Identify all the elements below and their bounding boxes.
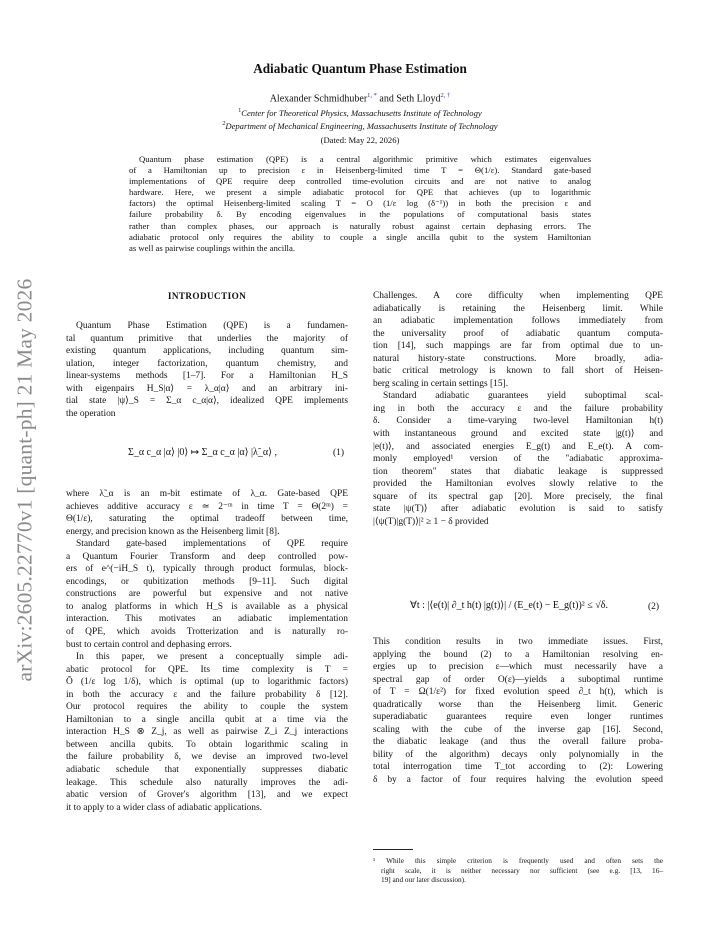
text-line: with instantaneous ground and excited state |g(t)⟩ and	[373, 429, 663, 440]
text-line: square of its spectral gap [20]. More precisely, the final	[373, 491, 663, 502]
text-line: tial state |ψ⟩_S = Σ_α c_α|α⟩, idealized QPE implements	[66, 396, 348, 407]
text-line: ing in both the accuracy ε and the failure probability	[373, 403, 663, 414]
text-line: In this paper, we present a conceptually simple adi-	[76, 652, 348, 663]
text-line: ulation, integer factorization, quantum chemistry, and	[66, 358, 348, 369]
text-line: tion theorem" states that diabatic leakage is suppressed	[373, 466, 663, 477]
text-line: |⟨ψ(T)|g(T)⟩|² ≥ 1 − δ provided	[373, 516, 489, 527]
text-line: Hamiltonian to a single ancilla qubit at a time via the	[66, 714, 348, 725]
text-line: constructions are powerful but expensive and not native	[66, 589, 348, 600]
text-line: adiabatically is retaining the Heisenberg limit. While	[373, 303, 663, 314]
text-line: the operation	[66, 408, 116, 419]
text-line: leakage. This schedule also naturally improves the adi-	[66, 777, 348, 788]
text-line: total interrogation time T_tot according to (2): Lowering	[373, 762, 663, 773]
text-line: |e(t)⟩, and associated energies E_g(t) and E_e(t). A com-	[373, 441, 663, 452]
text-line: the universality proof of adiabatic quantum computa-	[373, 328, 663, 339]
dated-line: (Dated: May 22, 2026)	[320, 135, 400, 145]
text-line: in both the accuracy ε and the failure probability δ [12].	[66, 689, 348, 700]
text-line: linear-systems methods [1–7]. For a Hamiltonian H_S	[66, 371, 348, 382]
text-line: where λ̃_α is an m-bit estimate of λ_α. Gate-based QPE	[66, 489, 348, 499]
text-line: adiabatic schedule that exponentially suppresses diabatic	[66, 765, 348, 776]
text-line: achieves additive accuracy ε ≃ 2⁻ᵐ in time T = Θ(2ᵐ) =	[66, 501, 348, 512]
text-line: ergies up to precision ε—which must necessarily have a	[373, 662, 663, 673]
text-line: the failure probability δ, we devise an improved two-level	[66, 752, 348, 763]
text-line: Our protocol requires the ability to couple the system	[66, 702, 348, 713]
right-column-paragraph-2	[373, 636, 663, 787]
text-line: δ by a factor of four requires halving the evolution speed	[373, 775, 663, 786]
author-2-marks[interactable]: 2, †	[440, 92, 451, 99]
text-line: to analog platforms in which H_S is available as a physical	[66, 601, 348, 612]
abstract-line: Quantum phase estimation (QPE) is a central algorithmic primitive which estimates eigenvalues	[139, 154, 591, 164]
text-line: energy, and precision known as the Heisenberg limit [8].	[66, 526, 280, 537]
text-line: scaling with the cube of the inverse gap [16]. Second,	[373, 724, 663, 735]
abstract-line: hardware. Here, we present a simple adiabatic protocol for QPE that achieves (up to logarithmic	[129, 187, 591, 198]
text-line: natural history-state constructions. More broadly, adia-	[373, 353, 663, 364]
text-line: a Quantum Fourier Transform and deep controlled pow-	[66, 551, 348, 562]
text-line: Õ (1/ε log 1/δ), which is optimal (up to logarithmic factors)	[66, 677, 348, 688]
affiliation-1-text: Center for Theoretical Physics, Massachusetts Institute of Technology	[241, 108, 482, 118]
equation-2: ∀t : |⟨e(t)| ∂_t h(t) |g(t)⟩| / (E_e(t) − E_g(t))² ≤ √δ.	[410, 600, 608, 611]
text-line: Θ(1/ε), saturating the optimal tradeoff between time,	[66, 514, 348, 525]
author-1-marks[interactable]: 1, *	[367, 92, 377, 99]
text-line: interaction. This motivates an adiabatic implementation	[66, 614, 348, 625]
text-line: Quantum Phase Estimation (QPE) is a fundamen-	[76, 321, 348, 331]
footnote-line: right scale, it is neither necessary nor sufficient (see e.g. [13, 16–	[381, 865, 663, 875]
right-column-paragraph-1	[373, 290, 663, 528]
affiliation-2	[0, 121, 720, 131]
abstract	[129, 154, 591, 254]
equation-1-number: (1)	[333, 448, 345, 458]
footnote	[373, 856, 663, 885]
text-line: the diabatic leakage (and thus the overall failure proba-	[373, 737, 663, 748]
author-1: Alexander Schmidhuber	[269, 93, 368, 105]
text-line: of QPE, which avoids Trotterization and is naturally ro-	[66, 627, 348, 638]
text-line: This condition results in two immediate issues. First,	[373, 637, 663, 647]
text-line: berg scaling in certain settings [15].	[373, 378, 509, 389]
affiliation-1-mark: 1	[238, 108, 242, 115]
text-line: state |ψ(T)⟩ after adiabatic evolution is said to satisfy	[373, 504, 663, 515]
affiliation-2-text: Department of Mechanical Engineering, Massachusetts Institute of Technology	[225, 121, 498, 131]
text-line: provided the Hamiltonian evolves slowly relative to the	[373, 479, 663, 490]
abstract-line: of a Hamiltonian up to precision ε in Heisenberg-limited time T = Θ(1/ε). Standard gate-based	[129, 165, 591, 176]
abstract-line: failure probability δ. By encoding eigenvalues in the populations of computational basis states	[129, 209, 591, 220]
text-line: Standard adiabatic guarantees yield suboptimal scal-	[383, 391, 663, 402]
text-line: Standard gate-based implementations of QPE require	[76, 539, 348, 550]
text-line: abatic version of Grover's algorithm [13], and we expect	[66, 790, 348, 801]
text-line: quadratically worse than the Heisenberg limit. Generic	[373, 699, 663, 710]
text-line: δ. Consider a time-varying two-level Hamiltonian h(t)	[373, 416, 663, 427]
affiliation-2-mark: 2	[222, 121, 226, 128]
text-line: interaction H_S ⊗ Z_j, as well as pairwise Z_i Z_j interactions	[66, 727, 348, 738]
text-line: encodings, or qubitization methods [9–11]. Such digital	[66, 576, 348, 587]
text-line: ers of e^(−iH_S t), typically through product formulas, block-	[66, 564, 348, 575]
text-line: of T = Ω(1/ε²) for fixed evolution speed ∂_t h(t), which is	[373, 687, 663, 698]
text-line: applying the bound (2) to a Hamiltonian resolving en-	[373, 649, 663, 660]
text-line: tal quantum primitive that underlies the majority of	[66, 333, 348, 344]
text-line: bility of the algorithm) decays only polynomially in the	[373, 749, 663, 760]
text-line: with eigenpairs H_S|α⟩ = λ_α|α⟩ and an arbitrary ini-	[66, 383, 348, 394]
abstract-line: as well as pairwise couplings within the ancilla.	[129, 242, 295, 253]
abstract-line: factors) the optimal Heisenberg-limited scaling T = O (1/ε log (δ⁻¹)) in both the precision ε and	[129, 198, 591, 209]
left-column-paragraph-1	[66, 320, 348, 420]
affiliation-1	[0, 108, 720, 118]
text-line: batic critical metrology is known to fall short of Heisen-	[373, 366, 663, 377]
text-line: an adiabatic implementation follows immediately from	[373, 316, 663, 327]
abstract-line: adiabatic protocol only requires the ability to couple a single ancilla qubit to the system Hamiltonian	[129, 231, 591, 242]
text-line: existing quantum applications, including quantum sim-	[66, 346, 348, 357]
paper-title: Adiabatic Quantum Phase Estimation	[253, 61, 467, 76]
footnote-line: 19] and our later discussion).	[381, 875, 466, 885]
text-line: it to apply to a wider class of adiabatic applications.	[66, 802, 263, 813]
equation-1: Σ_α c_α |α⟩ |0⟩ ↦ Σ_α c_α |α⟩ |λ̃_α⟩ ,	[128, 447, 278, 458]
author-line	[0, 92, 720, 104]
text-line: monly employed¹ version of the "adiabatic approxima-	[373, 454, 663, 465]
author-and: and	[379, 93, 394, 105]
text-line: Challenges. A core difficulty when implementing QPE	[373, 291, 663, 301]
text-line: tion [14], such mappings are far from optimal due to un-	[373, 341, 663, 352]
author-2: Seth Lloyd	[396, 93, 441, 105]
arxiv-stamp	[5, 240, 45, 720]
equation-2-number: (2)	[648, 602, 660, 612]
text-line: superadiabatic guarantees require even longer runtimes	[373, 712, 663, 723]
abstract-line: implementations of QPE require deep controlled time-evolution circuits and are not native to analog	[129, 176, 591, 187]
section-heading-introduction: INTRODUCTION	[167, 291, 247, 301]
text-line: between ancilla qubits. To obtain logarithmic scaling in	[66, 739, 348, 750]
text-line: spectral gap of order O(ε)—yields a suboptimal runtime	[373, 674, 663, 685]
text-line: abatic protocol for QPE. Its time complexity is T =	[66, 664, 348, 675]
left-column-paragraph-2	[66, 488, 348, 814]
abstract-line: rather than complex phases, our approach is naturally robust against certain dephasing errors. The	[129, 220, 591, 231]
arxiv-stamp-text: arXiv:2605.22770v1 [quant-ph] 21 May 2026	[12, 278, 37, 682]
text-line: bust to certain control and dephasing errors.	[66, 639, 232, 650]
footnote-line: ¹ While this simple criterion is frequently used and often sets the	[373, 856, 663, 865]
footnote-rule	[373, 849, 413, 850]
